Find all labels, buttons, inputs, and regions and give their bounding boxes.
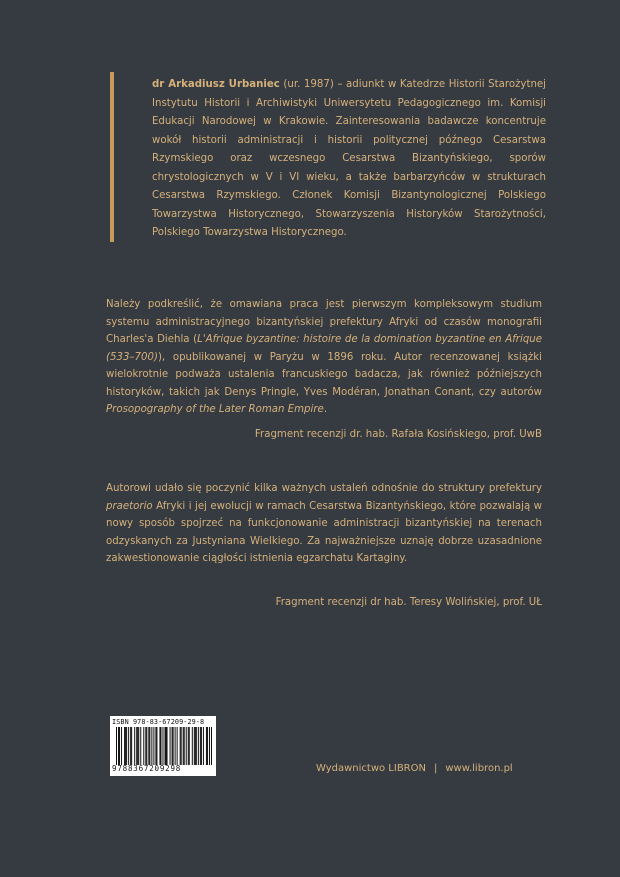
review-2-latin-term: praetorio (106, 500, 153, 512)
barcode-bar (146, 727, 147, 765)
barcode-bar (145, 727, 146, 765)
barcode-bar (195, 727, 196, 765)
review-quote-1 (106, 296, 542, 419)
barcode-bar (180, 727, 181, 765)
bio-accent-bar (110, 72, 114, 242)
barcode-bar (143, 727, 144, 765)
barcode-bar (172, 727, 173, 765)
author-bio (152, 76, 546, 243)
barcode-bar (186, 727, 187, 765)
barcode-bar (192, 727, 193, 765)
review-1-text-b: ), opublikowanej w Paryżu w 1896 roku. Autor recenzowanej książki wielokrotnie podważa ustalenia francuskiego badacza, jak również późniejszych historyków, takich jak Denys Pringle, Yves Modéran, Jonathan Conant, czy autorów (106, 351, 542, 398)
barcode-bar (160, 727, 161, 765)
barcode-bar (149, 727, 150, 765)
barcode-bar (203, 727, 204, 765)
barcode-bar (118, 727, 119, 765)
isbn-label: ISBN 978-83-67209-29-8 (112, 718, 205, 726)
barcode-bar (181, 727, 182, 765)
barcode-bar (173, 727, 174, 765)
barcode-bar (136, 727, 137, 765)
barcode-bar (124, 727, 125, 765)
barcode-bar (128, 727, 129, 765)
publisher-website: www.libron.pl (445, 763, 513, 774)
review-2-text-b: Afryki i jej ewolucji w ramach Cesarstwa Bizantyńskiego, które pozwalają w nowy sposób spojrzeć na funkcjonowanie administracji bizantyńskiej na terenach odzyskanych za Justyniana Wielkiego. Za najważniejsze uznaję dobrze uzasadnione zakwestionowanie ciągłości istnienia egzarchatu Kartaginy. (106, 500, 542, 564)
barcode-bar (165, 727, 166, 765)
barcode-bar (121, 727, 122, 765)
barcode-icon (116, 727, 212, 765)
publisher-line (316, 762, 513, 776)
review-1-text-c: . (323, 404, 328, 415)
barcode-digits: 9788367209298 (112, 764, 182, 773)
review-1-text-a: Należy podkreślić, że omawiana praca jest pierwszym kompleksowym studium systemu administracyjnego bizantyńskiej prefektury Afryki od czasów monografii Charles'a Diehla ( (106, 299, 542, 345)
barcode-bar (140, 727, 141, 765)
barcode-bar (198, 727, 199, 765)
barcode-bar (207, 727, 208, 765)
barcode-bar (211, 727, 212, 765)
isbn-barcode (110, 716, 216, 776)
barcode-bar (188, 727, 189, 765)
barcode-bar (155, 727, 156, 765)
barcode-bar (194, 727, 195, 765)
review-1-book-title: L'Afrique byzantine: histoire de la domination byzantine en Afrique (533–700) (106, 334, 543, 363)
review-attribution-2: Fragment recenzji dr hab. Teresy Wolińskiej, prof. UŁ (275, 597, 542, 608)
barcode-bar (130, 727, 131, 765)
barcode-bar (183, 727, 184, 765)
barcode-bar (131, 727, 132, 765)
barcode-bar (206, 727, 207, 765)
barcode-bar (189, 727, 190, 765)
review-quote-2 (106, 480, 542, 568)
barcode-bar (201, 727, 202, 765)
barcode-bar (125, 727, 126, 765)
barcode-bar (126, 727, 127, 765)
review-2-text-a: Autorowi udało się poczynić kilka ważnych ustaleń odnośnie do struktury prefektury (106, 483, 542, 494)
barcode-bar (153, 727, 154, 765)
author-name: dr Arkadiusz Urbaniec (152, 79, 280, 90)
barcode-bar (156, 727, 157, 765)
barcode-bar (151, 727, 152, 765)
barcode-bar (184, 727, 185, 765)
barcode-bar (175, 727, 176, 765)
barcode-bar (166, 727, 167, 765)
barcode-bar (170, 727, 171, 765)
barcode-bar (196, 727, 197, 765)
barcode-bar (134, 727, 135, 765)
barcode-bar (162, 727, 163, 765)
barcode-bar (209, 727, 210, 765)
barcode-bar (167, 727, 168, 765)
barcode-bar (177, 727, 178, 765)
review-1-work-title: Prosopography of the Later Roman Empire (106, 404, 324, 415)
barcode-bar (138, 727, 139, 765)
author-bio-text: (ur. 1987) – adiunkt w Katedrze Historii Starożytnej Instytutu Historii i Archiwistyki Uniwersytetu Pedagogicznego im. Komisji Edukacji Narodowej w Krakowie. Zainteresowania badawcze koncentruje wokół historii administracji i historii politycznej późnego Cesarstwa Rzymskiego oraz wczesnego Cesarstwa Bizantyńskiego, sporów chrystologicznych w V i VI wieku, a także barbarzyńców w strukturach Cesarstwa Rzymskiego. Członek Komisji Bizantynologicznej Polskiego Towarzystwa Historycznego, Stowarzyszenia Historyków Starożytności, Polskiego Towarzystwa Historycznego. (152, 79, 546, 238)
barcode-bar (116, 727, 117, 765)
barcode-bar (137, 727, 138, 765)
barcode-bar (119, 727, 120, 765)
publisher-separator: | (433, 763, 438, 774)
publisher-name: Wydawnictwo LIBRON (316, 763, 426, 774)
barcode-bar (148, 727, 149, 765)
barcode-bar (200, 727, 201, 765)
review-attribution-1: Fragment recenzji dr. hab. Rafała Kosińskiego, prof. UwB (254, 429, 542, 440)
barcode-bar (159, 727, 160, 765)
